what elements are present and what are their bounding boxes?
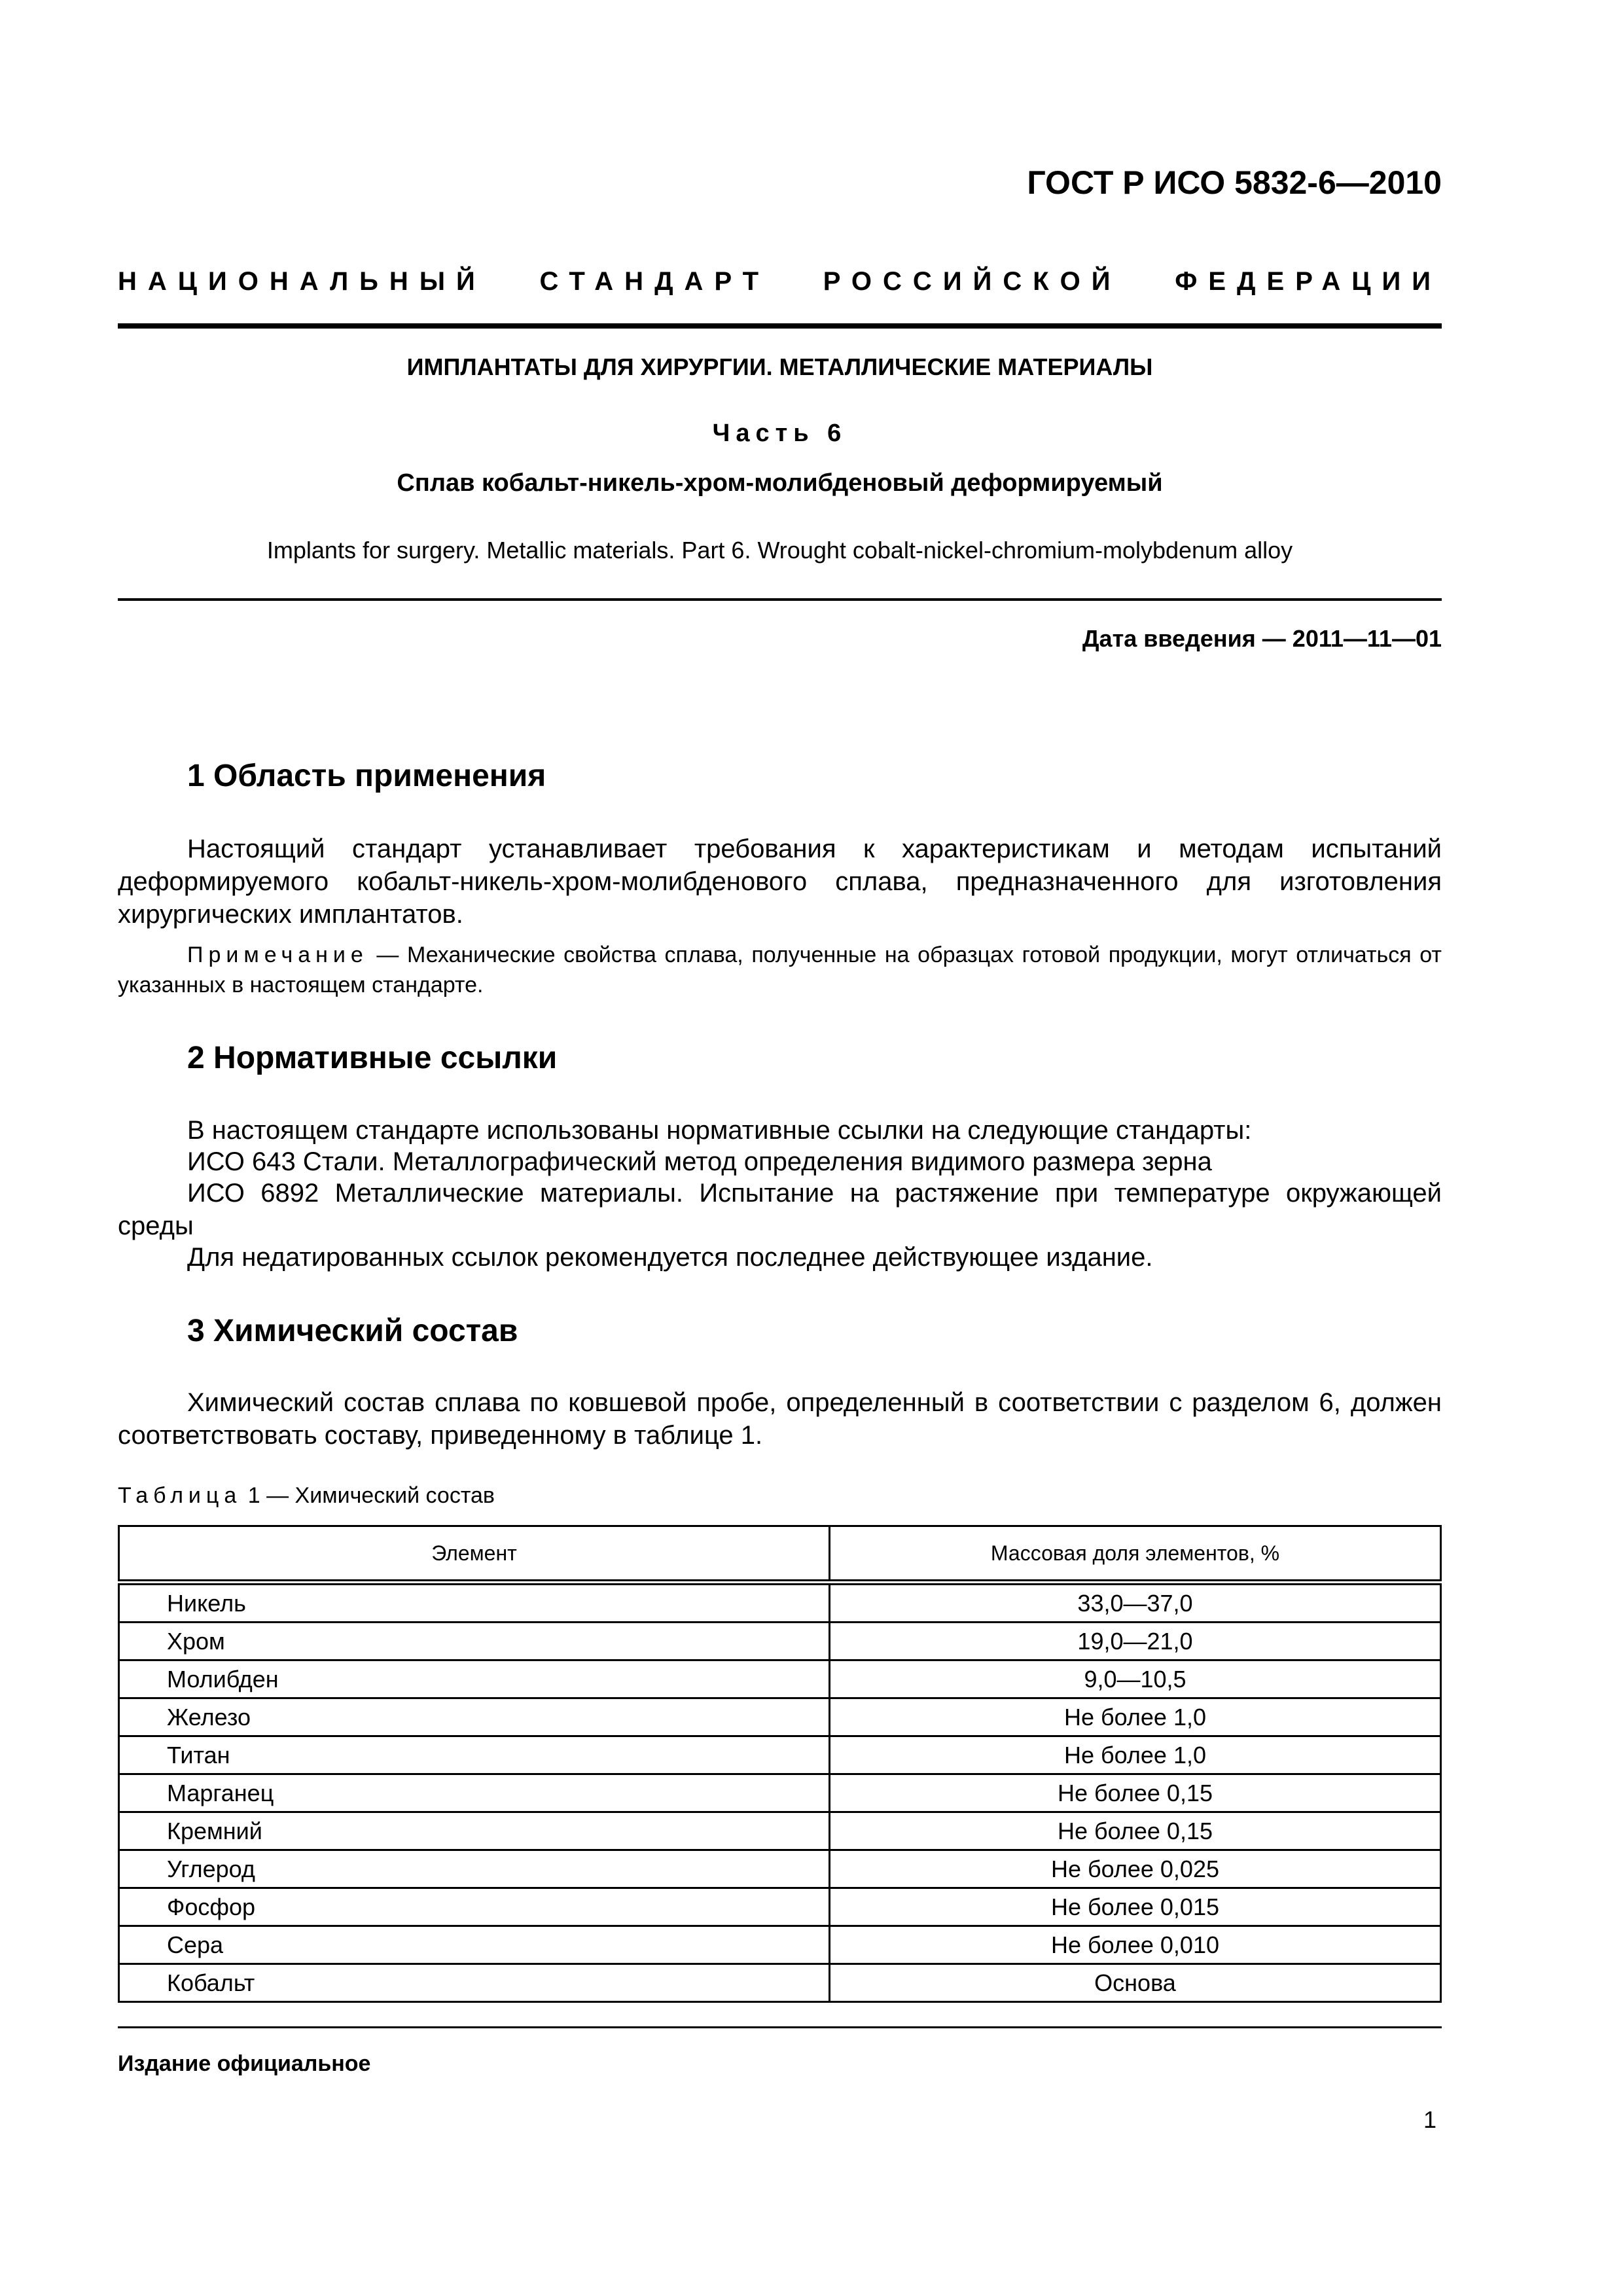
element-name: Железо	[119, 1698, 830, 1736]
note-label: Примечание	[187, 942, 368, 967]
mass-fraction-value: Не более 1,0	[830, 1698, 1441, 1736]
section-3-text: Химический состав сплава по ковшевой пробе, определенный в соответствии с разделом 6, должен соответствовать составу, приведенному в таблице 1.	[118, 1388, 1442, 1450]
mass-fraction-value: Не более 0,025	[830, 1850, 1441, 1888]
element-name: Углерод	[119, 1850, 830, 1888]
banner-word: ФЕДЕРАЦИИ	[1175, 267, 1442, 296]
reference-item: ИСО 6892 Металлические материалы. Испытание на растяжение при температуре окружающей среды	[118, 1179, 1442, 1240]
element-name: Никель	[119, 1583, 830, 1623]
divider	[118, 598, 1442, 601]
table-row	[119, 1623, 1441, 1660]
references-intro: В настоящем стандарте использованы нормативные ссылки на следующие стандарты:	[187, 1116, 1252, 1145]
note-text: — Механические свойства сплава, полученные на образцах готовой продукции, могут отличаться от указанных в настоящем стандарте.	[118, 942, 1442, 997]
mass-fraction-value: Не более 0,010	[830, 1926, 1441, 1964]
part-label: Часть 6	[712, 420, 847, 447]
references-outro: Для недатированных ссылок рекомендуется последнее действующее издание.	[187, 1243, 1153, 1272]
banner-word: РОССИЙСКОЙ	[823, 267, 1122, 296]
column-header-mass-fraction: Массовая доля элементов, %	[830, 1526, 1441, 1583]
table-row	[119, 1774, 1441, 1812]
mass-fraction-value: Не более 0,015	[830, 1888, 1441, 1926]
element-name: Титан	[119, 1736, 830, 1774]
note	[118, 940, 1442, 1000]
section-heading-1: 1 Область применения	[187, 759, 546, 793]
mass-fraction-value: Не более 0,15	[830, 1812, 1441, 1850]
mass-fraction-value: Не более 0,15	[830, 1774, 1441, 1812]
banner-word: СТАНДАРТ	[539, 267, 770, 296]
footer-divider	[118, 2026, 1442, 2028]
table-row	[119, 1698, 1441, 1736]
mass-fraction-value: Не более 1,0	[830, 1736, 1441, 1774]
document-subtitle: Сплав кобальт-никель-хром-молибденовый деформируемый	[397, 469, 1163, 497]
table-row	[119, 1850, 1441, 1888]
section-heading-2: 2 Нормативные ссылки	[187, 1041, 558, 1075]
mass-fraction-value: Основа	[830, 1964, 1441, 2002]
mass-fraction-value: 33,0—37,0	[830, 1583, 1441, 1623]
element-name: Молибден	[119, 1660, 830, 1698]
chemical-composition-table	[118, 1525, 1442, 2003]
element-name: Сера	[119, 1926, 830, 1964]
official-edition-label: Издание официальное	[118, 2051, 371, 2076]
column-header-element: Элемент	[119, 1526, 830, 1583]
effective-date: Дата введения — 2011—11—01	[1082, 625, 1442, 652]
table-row	[119, 1812, 1441, 1850]
mass-fraction-value: 9,0—10,5	[830, 1660, 1441, 1698]
english-title: Implants for surgery. Metallic materials. Part 6. Wrought cobalt-nickel-chromium-molybdenum alloy	[266, 537, 1293, 564]
table-header-row	[119, 1526, 1441, 1583]
element-name: Фосфор	[119, 1888, 830, 1926]
table-row	[119, 1583, 1441, 1623]
element-name: Хром	[119, 1623, 830, 1660]
page-number: 1	[1423, 2106, 1436, 2133]
section-heading-3: 3 Химический состав	[187, 1314, 518, 1348]
mass-fraction-value: 19,0—21,0	[830, 1623, 1441, 1660]
standard-designation: ГОСТ Р ИСО 5832-6—2010	[1027, 164, 1442, 201]
table-caption	[118, 1483, 495, 1509]
element-name: Кобальт	[119, 1964, 830, 2002]
table-caption-label: Таблица	[118, 1483, 242, 1508]
element-name: Кремний	[119, 1812, 830, 1850]
element-name: Марганец	[119, 1774, 830, 1812]
document-title: ИМПЛАНТАТЫ ДЛЯ ХИРУРГИИ. МЕТАЛЛИЧЕСКИЕ МАТЕРИАЛЫ	[406, 353, 1153, 380]
table-row	[119, 1660, 1441, 1698]
banner-word: НАЦИОНАЛЬНЫЙ	[118, 267, 486, 296]
section-1-text: Настоящий стандарт устанавливает требования к характеристикам и методам испытаний деформируемого кобальт-никель-хром-молибденового сплава, предназначенного для изготовления хирургических имплантатов.	[118, 834, 1442, 929]
table-row	[119, 1926, 1441, 1964]
national-standard-banner	[118, 267, 1442, 296]
table-caption-text: 1 — Химический состав	[241, 1483, 495, 1508]
table-row	[119, 1964, 1441, 2002]
divider-thick	[118, 323, 1442, 329]
reference-item: ИСО 643 Стали. Металлографический метод определения видимого размера зерна	[187, 1147, 1212, 1176]
table-row	[119, 1888, 1441, 1926]
table-row	[119, 1736, 1441, 1774]
